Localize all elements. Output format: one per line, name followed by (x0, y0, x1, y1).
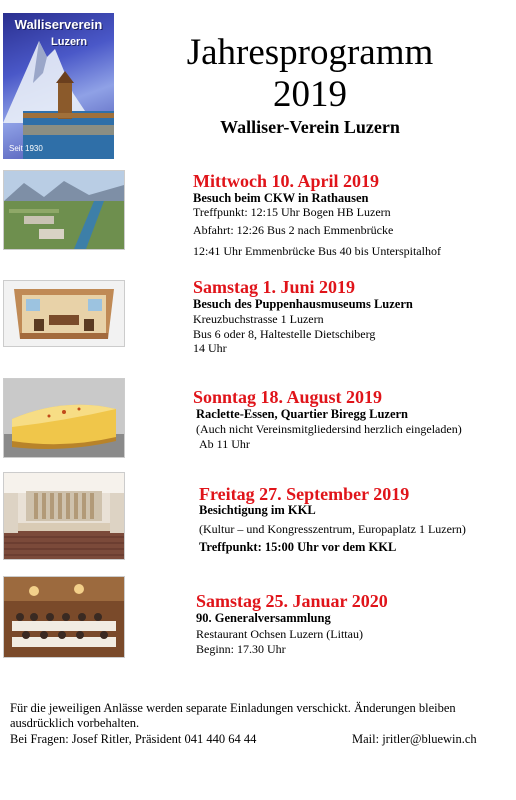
event-meeting-point: Treffpunkt: 15:00 Uhr vor dem KKL (199, 540, 397, 554)
event-headline: Besuch des Puppenhausmuseums Luzern (193, 297, 413, 311)
event-detail: (Kultur – und Kongresszentrum, Europaplatz 1 Luzern) (199, 522, 466, 536)
event-headline: Raclette-Essen, Quartier Biregg Luzern (196, 407, 408, 421)
photo-general-assembly (3, 576, 125, 658)
photo-raclette-cheese (3, 378, 125, 458)
event-detail: Bus 6 oder 8, Haltestelle Dietschiberg (193, 327, 376, 341)
event-detail: Ab 11 Uhr (199, 437, 250, 451)
page-title: Jahresprogramm (186, 32, 434, 73)
event-detail: Abfahrt: 12:26 Bus 2 nach Emmenbrücke (193, 223, 394, 237)
event-detail: Beginn: 17.30 Uhr (196, 642, 286, 656)
photo-dollhouse (3, 280, 125, 347)
logo-title: Walliserverein (14, 17, 103, 32)
event-detail: 14 Uhr (193, 341, 227, 355)
event-headline: 90. Generalversammlung (196, 611, 331, 625)
photo-ckw-aerial (3, 170, 125, 250)
event-date: Freitag 27. September 2019 (199, 484, 410, 504)
logo-subtitle: Luzern (51, 36, 88, 48)
event-detail: (Auch nicht Vereinsmitgliedersind herzlich eingeladen) (196, 422, 462, 436)
footer-mail: Mail: jritler@bluewin.ch (352, 732, 477, 746)
photo-kkl-concert-hall (3, 472, 125, 560)
event-detail: Treffpunkt: 12:15 Uhr Bogen HB Luzern (193, 205, 391, 219)
club-logo (3, 13, 114, 159)
footer-contact: Bei Fragen: Josef Ritler, Präsident 041 440 64 44 (10, 732, 257, 746)
logo-since: Seit 1930 (9, 144, 43, 153)
event-detail: Restaurant Ochsen Luzern (Littau) (196, 627, 363, 641)
event-headline: Besuch beim CKW in Rathausen (193, 191, 369, 205)
event-detail: 12:41 Uhr Emmenbrücke Bus 40 bis Unterspitalhof (193, 244, 441, 258)
event-headline: Besichtigung im KKL (199, 503, 316, 517)
event-date: Samstag 25. Januar 2020 (196, 591, 388, 611)
page-year: 2019 (273, 74, 347, 115)
event-date: Mittwoch 10. April 2019 (193, 171, 379, 191)
club-name: Walliser-Verein Luzern (220, 117, 400, 137)
event-detail: Kreuzbuchstrasse 1 Luzern (193, 312, 324, 326)
footer-note: Für die jeweiligen Anlässe werden separate Einladungen verschickt. Änderungen bleiben ausdrücklich vorbehalten. (10, 701, 456, 730)
event-date: Sonntag 18. August 2019 (193, 387, 383, 407)
event-date: Samstag 1. Juni 2019 (193, 277, 356, 297)
